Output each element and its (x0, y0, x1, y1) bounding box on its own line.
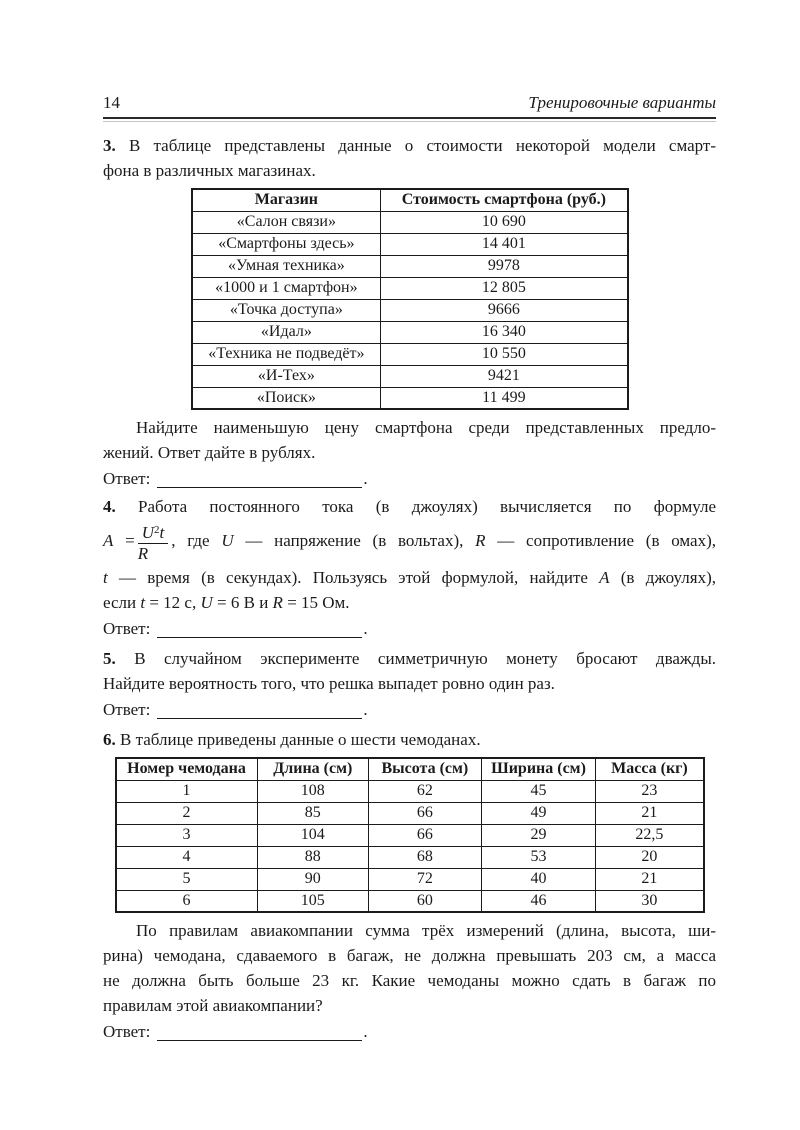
problem-3-question-line-1: Найдите наименьшую цену смартфона среди представленных предло- (136, 418, 716, 437)
answer-blank (157, 1040, 362, 1041)
table-cell: 29 (481, 824, 596, 846)
table-header-cell: Длина (см) (257, 758, 369, 780)
problem-5-number: 5. (103, 649, 116, 668)
table-cell: «Техника не подведёт» (192, 343, 381, 365)
table-row (192, 365, 628, 387)
table-cell: 104 (257, 824, 369, 846)
problem-3-text: В таблице представлены данные о стоимости некоторой модели смарт- (128, 136, 717, 155)
problem-4-text: Работа постоянного тока (в джоулях) вычисляется по формуле (138, 497, 716, 516)
table-cell: 10 690 (381, 211, 628, 233)
table-row (116, 780, 704, 802)
table-cell: 5 (116, 868, 258, 890)
answer-label: Ответ: (103, 700, 151, 719)
problem-4-formula-line (103, 521, 716, 563)
problem-6-text: В таблице приведены данные о шести чемоданах. (120, 730, 481, 749)
table-cell: 49 (481, 802, 596, 824)
table-row (192, 277, 628, 299)
table-header-cell: Высота (см) (369, 758, 482, 780)
table-cell: 45 (481, 780, 596, 802)
answer-period: . (363, 619, 368, 638)
answer-label: Ответ: (103, 619, 151, 638)
table-cell: «Идал» (192, 321, 381, 343)
problem-6-question-line-1: По правилам авиакомпании сумма трёх измерений (длина, высота, ши- (136, 921, 716, 940)
var-t-3: t (140, 593, 146, 612)
problem-4-number: 4. (103, 497, 116, 516)
table-cell: 85 (257, 802, 369, 824)
problem-6-answer-line (103, 1019, 716, 1044)
line-3-seg-2: (в джоулях), (609, 568, 716, 587)
table-row (192, 299, 628, 321)
table-cell: 10 550 (381, 343, 628, 365)
problem-6-question-line-4: правилам этой авиакомпании? (103, 996, 323, 1015)
answer-period: . (363, 1022, 368, 1041)
problem-3-question-line-2: жений. Ответ дайте в рублях. (103, 443, 316, 462)
table-cell: 21 (596, 802, 704, 824)
problem-3-statement-line-1 (103, 133, 716, 158)
problem-4-statement-line-4 (103, 590, 716, 615)
table-row (192, 321, 628, 343)
table-cell: «Умная техника» (192, 255, 381, 277)
table-cell: 23 (596, 780, 704, 802)
table-cell: 1 (116, 780, 258, 802)
table-cell: 62 (369, 780, 482, 802)
problem-6-question-line-2: рина) чемодана, сдаваемого в багаж, не должна превышать 203 см, а масса (103, 946, 716, 965)
problem-3-statement-line-2: фона в различных магазинах. (103, 161, 316, 180)
header-rule (103, 117, 716, 119)
table-row (192, 255, 628, 277)
table-cell: 88 (257, 846, 369, 868)
suitcase-table (115, 757, 705, 913)
table-row (192, 211, 628, 233)
answer-label: Ответ: (103, 1022, 151, 1041)
formula-equals: = (125, 530, 135, 550)
problem-6-number: 6. (103, 730, 116, 749)
problem-4 (103, 494, 716, 641)
table-cell: 72 (369, 868, 482, 890)
formula-seg-3: — сопротивление (в омах), (485, 530, 717, 550)
problem-6-statement-line-1 (103, 727, 716, 752)
formula-seg-1: , где (171, 530, 222, 550)
var-R-2: R (475, 530, 486, 550)
table-row (192, 387, 628, 409)
page-number: 14 (103, 93, 120, 112)
answer-blank (157, 718, 362, 719)
line-4-seg-1: если (103, 593, 141, 612)
problem-5 (103, 646, 716, 722)
table-row (116, 846, 704, 868)
answer-period: . (363, 469, 368, 488)
table-cell: 6 (116, 890, 258, 912)
problem-3-answer-line (103, 466, 716, 491)
var-R-3: R (272, 593, 283, 612)
problem-6 (103, 727, 716, 1044)
exponent-2: 2 (154, 524, 160, 536)
table-cell: 9666 (381, 299, 628, 321)
table-header-row (192, 189, 628, 211)
table-cell: 40 (481, 868, 596, 890)
table-header-row (116, 758, 704, 780)
answer-blank (157, 487, 362, 488)
table-row (192, 233, 628, 255)
table-cell: 12 805 (381, 277, 628, 299)
table-cell: «Смартфоны здесь» (192, 233, 381, 255)
line-4-seg-2: = 12 с, (145, 593, 201, 612)
var-U-3: U (200, 593, 213, 612)
problem-5-statement-line-2: Найдите вероятность того, что решка выпадет ровно один раз. (103, 674, 555, 693)
var-t-2: t (103, 568, 108, 587)
table-header-cell: Номер чемодана (116, 758, 258, 780)
page-header (103, 93, 716, 113)
problem-5-statement-line-1 (103, 646, 716, 671)
table-row (116, 802, 704, 824)
table-header-cell: Масса (кг) (596, 758, 704, 780)
table-row (116, 868, 704, 890)
var-A: A (599, 568, 610, 587)
line-3-seg-1: — время (в секундах). Пользуясь этой формулой, найдите (107, 568, 600, 587)
problem-3-number: 3. (103, 136, 116, 155)
problem-6-question-line-3: не должна быть больше 23 кг. Какие чемоданы можно сдать в багаж по (103, 971, 716, 990)
table-cell: 30 (596, 890, 704, 912)
table-cell: «Салон связи» (192, 211, 381, 233)
table-cell: 68 (369, 846, 482, 868)
table-cell: 66 (369, 802, 482, 824)
table-cell: «1000 и 1 смартфон» (192, 277, 381, 299)
problem-4-answer-line (103, 616, 716, 641)
table-cell: 105 (257, 890, 369, 912)
answer-label: Ответ: (103, 469, 151, 488)
table-cell: 2 (116, 802, 258, 824)
table-cell: «Поиск» (192, 387, 381, 409)
header-title: Тренировочные варианты (528, 93, 716, 112)
table-cell: «Точка доступа» (192, 299, 381, 321)
problem-4-statement-line-1 (103, 494, 716, 519)
table-cell: 9421 (381, 365, 628, 387)
table-cell: 66 (369, 824, 482, 846)
problem-3 (103, 133, 716, 491)
table-cell: 90 (257, 868, 369, 890)
problem-4-statement-line-3 (103, 565, 716, 590)
smartphone-price-table (191, 188, 629, 410)
table-cell: 4 (116, 846, 258, 868)
table-cell: 53 (481, 846, 596, 868)
var-U-2: U (221, 530, 234, 550)
fraction-numerator (138, 521, 169, 544)
var-t: t (159, 523, 165, 542)
table-cell: 20 (596, 846, 704, 868)
fraction-denominator (138, 544, 169, 563)
table-cell: 16 340 (381, 321, 628, 343)
table-cell: 108 (257, 780, 369, 802)
table-row (192, 343, 628, 365)
table-row (116, 890, 704, 912)
formula-seg-2: — напряжение (в вольтах), (233, 530, 476, 550)
table-cell: «И-Тех» (192, 365, 381, 387)
line-4-seg-4: = 15 Ом. (282, 593, 350, 612)
fraction (138, 521, 169, 563)
formula-lhs: A (103, 530, 114, 550)
answer-blank (157, 637, 362, 638)
table-cell: 3 (116, 824, 258, 846)
table-cell: 14 401 (381, 233, 628, 255)
header-rule-secondary (103, 121, 716, 122)
table-cell: 9978 (381, 255, 628, 277)
answer-period: . (363, 700, 368, 719)
table-header-cell: Магазин (192, 189, 381, 211)
table-header-cell: Стоимость смартфона (руб.) (381, 189, 628, 211)
table-header-cell: Ширина (см) (481, 758, 596, 780)
var-R: R (137, 544, 149, 563)
table-cell: 46 (481, 890, 596, 912)
line-4-seg-3: = 6 В и (212, 593, 273, 612)
problem-5-text: В случайном эксперименте симметричную монету бросают дважды. (134, 649, 717, 668)
table-cell: 22,5 (596, 824, 704, 846)
table-cell: 11 499 (381, 387, 628, 409)
table-cell: 21 (596, 868, 704, 890)
problem-5-answer-line (103, 697, 716, 722)
table-cell: 60 (369, 890, 482, 912)
var-U: U (141, 523, 155, 542)
table-row (116, 824, 704, 846)
